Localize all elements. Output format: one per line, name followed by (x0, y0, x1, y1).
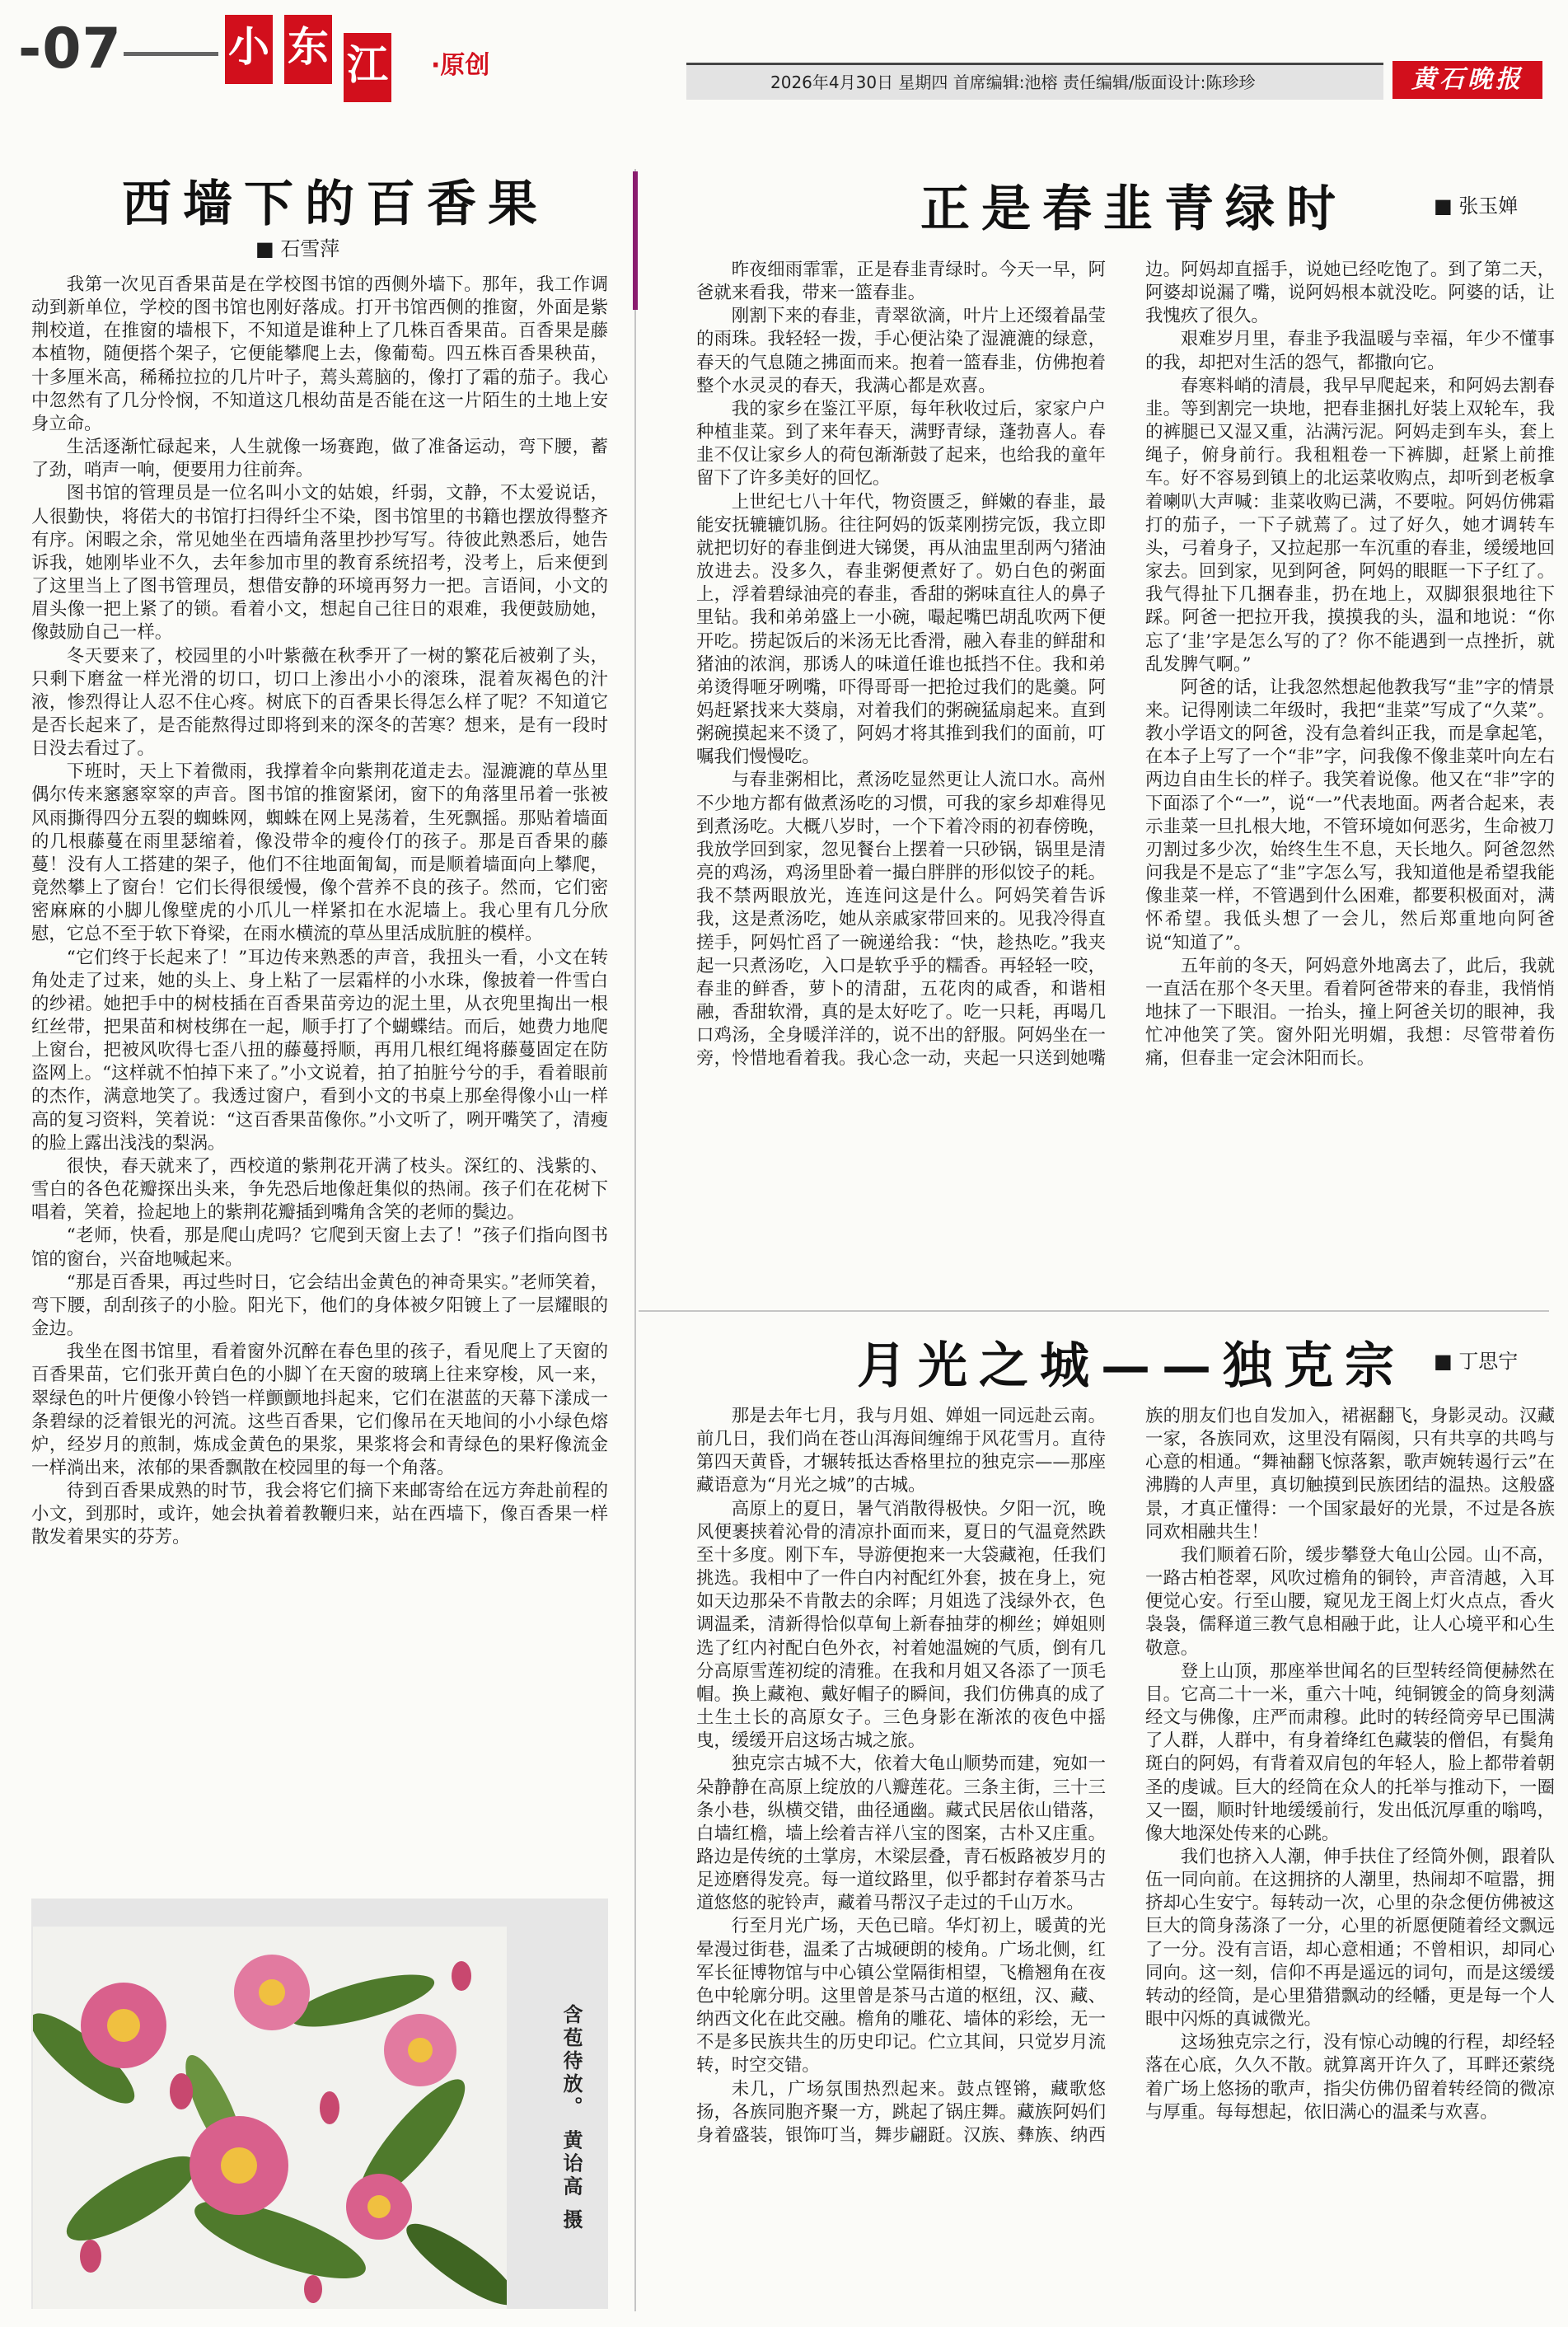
column-badge: ·原创 (431, 51, 490, 80)
photo-caption: 含苞待放。 黄诒高 摄 (559, 2004, 583, 2232)
masthead-logo: 黄石晚报 (1392, 61, 1542, 99)
article2-paragraph: 艰难岁月里，春韭予我温暖与幸福，年少不懂事的我，却把对生活的怨气，都撒向它。 (1145, 329, 1555, 373)
article2-paragraph: 与春韭粥相比，煮汤吃显然更让人流口水。高州不少地方都有做煮汤吃的习惯，可我的家乡却难得见到煮汤吃。大概八岁时，一个下着冷雨的初春傍晚，我放学回到家，忽见餐台上摆着一只砂锅，锅里是清亮的鸡汤，鸡汤里卧着一撮白胖胖的形似饺子的耗。我不禁两眼放光，连连问这是什么。阿妈笑着告诉我，这是煮汤吃，她从亲戚家带回来的。见我冷得直搓手，阿妈忙舀了一碗递给我：“快，趁热吃。”我夹起一只煮汤吃，入口是软乎乎的糯香。再轻轻一咬，春韭的鲜香，萝卜的清甜，五花肉的咸香，和谐相融，香甜软滑，真的是太好吃了。吃一只耗，再喝几口鸡汤，全身暖洋洋的，说不出的舒服。阿妈坐在一旁，怜惜地看着我。我心念一动，夹起一只送到她嘴边。阿妈却直摇手，说她已经吃饱了。到了第二天，阿婆却说漏了嘴，说阿妈根本就没吃。阿婆的话，让我愧疚了很久。 (696, 260, 1555, 1070)
page-number: -07 (18, 16, 122, 82)
article1-paragraph: 冬天要来了，校园里的小叶紫薇在秋季开了一树的繁花后被剃了头，只剩下磨盆一样光滑的切口，切口上渗出小小的滚珠，混着灰褐色的汁液，惨烈得让人忍不住心疼。树底下的百香果长得怎么样了呢？不知道它是否长起来了，是否能熬得过即将到来的深冬的苦寒？想来，是有一段时日没去看过了。 (31, 645, 608, 760)
article2-paragraph: 五年前的冬天，阿妈意外地离去了，此后，我就一直活在那个冬天里。看着阿爸带来的春韭，我悄悄地抹了一下眼泪。一抬头，撞上阿爸关切的眼神，我忙冲他笑了笑。窗外阳光明媚，我想：尽管带着伤痛，但春韭一定会沐阳而长。 (1145, 955, 1555, 1070)
article2-paragraph: 阿爸的话，让我忽然想起他教我写“韭”字的情景来。记得刚读二年级时，我把“韭菜”写成了“久菜”。教小学语文的阿爸，没有急着纠正我，而是拿起笔，在本子上写了一个“非”字，问我像不像韭菜叶向左右两边自由生长的样子。我笑着说像。他又在“非”字的下面添了个“一”，说“一”代表地面。两者合起来，表示韭菜一旦扎根大地，不管环境如何恶劣，生命被刀刃割过多少次，始终生生不息，天长地久。阿爸忽然问我是不是忘了“韭”字怎么写，我知道他是希望我能像韭菜一样，不管遇到什么困难，都要积极面对，满怀希望。我低头想了一会儿，然后郑重地向阿爸说“知道了”。 (1145, 677, 1555, 953)
article2-byline: ■ 张玉婵 (1434, 190, 1518, 218)
article3-paragraph: 我们也挤入人潮，伸手扶住了经筒外侧，跟着队伍一同向前。在这拥挤的人潮里，热闹却不喧嚣，拥挤却心生安宁。每转动一次，心里的杂念便仿佛被这巨大的筒身荡涤了一分，心里的祈愿便随着经文飘远了一分。没有言语，却心意相通；不曾相识，却同心同向。这一刻，信仰不再是遥远的词句，而是这缓缓转动的经筒，是心里猎猎飘动的经幡，更是每一个人眼中闪烁的真诚微光。 (1145, 1846, 1555, 2030)
article2-title: 正是春韭青绿时 (920, 180, 1347, 238)
article1-paragraph: 很快，春天就来了，西校道的紫荆花开满了枝头。深红的、浅紫的、雪白的各色花瓣探出头来，争先恐后地像赶集似的热闹。孩子们在花树下唱着，笑着，捡起地上的紫荆花瓣插到嘴角含笑的老师的鬓边。 (31, 1155, 608, 1224)
flower-photo (33, 1927, 507, 2309)
page-header (0, 0, 1568, 99)
article1-body (31, 274, 608, 1889)
column-char-1: 小 (225, 15, 273, 84)
issue-meta: 2026年4月30日 星期四 首席编辑:池榕 责任编辑/版面设计:陈珍珍 (770, 73, 1256, 92)
header-rule (124, 52, 218, 56)
article2-paragraph: 昨夜细雨霏霏，正是春韭青绿时。今天一早，阿爸就来看我，带来一篮春韭。 (696, 260, 1106, 304)
article3-body (696, 1405, 1555, 2311)
article3-paragraph: 我们顺着石阶，缓步攀登大龟山公园。山不高，一路古柏苍翠，风吹过檐角的铜铃，声音清越，入耳便觉心安。行至山腰，窥见龙王阁上灯火点点，香火袅袅，儒释道三教气息相融于此，让人心境平和心生敬意。 (1145, 1544, 1555, 1659)
section-divider (639, 1310, 1549, 1312)
article1-paragraph: 我第一次见百香果苗是在学校图书馆的西侧外墙下。那年，我工作调动到新单位，学校的图书馆也刚好落成。打开书馆西侧的推窗，外面是紫荆校道，在推窗的墙根下，不知道是谁种上了几株百香果苗。百香果是藤本植物，随便搭个架子，它便能攀爬上去，像葡萄。四五株百香果秧苗，十多厘米高，稀稀拉拉的几片叶子，蔫头蔫脑的，像打了霜的茄子。我心中忽然有了几分怜悯，不知道这几根幼苗是否能在这一片陌生的土地上安身立命。 (31, 274, 608, 434)
column-divider (634, 169, 636, 2311)
article1-paragraph: “它们终于长起来了！”耳边传来熟悉的声音，我扭头一看，小文在转角处走了过来，她的头上、身上粘了一层霜样的小水珠，像披着一件雪白的纱裙。她把手中的树枝插在百香果苗旁边的泥土里，从衣兜里掏出一根红丝带，把果苗和树枝绑在一起，顺手打了个蝴蝶结。而后，她费力地爬上窗台，把被风吹得七歪八扭的藤蔓捋顺，再用几根红绳将藤蔓固定在防盗网上。“这样就不怕掉下来了。”小文说着，拍了拍脏兮兮的手，看着眼前的杰作，满意地笑了。我透过窗户，看到小文的书桌上那垒得像小山一样高的复习资料，笑着说：“这百香果苗像你。”小文听了，咧开嘴笑了，清瘦的脸上露出浅浅的梨涡。 (31, 947, 608, 1154)
article2-paragraph: 上世纪七八十年代，物资匮乏，鲜嫩的春韭，最能安抚辘辘饥肠。往往阿妈的饭菜刚捞完饭，我立即就把切好的春韭倒进大锑煲，再从油盅里刮两勺猪油放进去。没多久，春韭粥便煮好了。奶白色的粥面上，浮着碧绿油亮的春韭，香甜的粥味直往人的鼻子里钻。我和弟弟盛上一小碗，嘬起嘴巴胡乱吹两下便开吃。捞起饭后的米汤无比香滑，融入春韭的鲜甜和猪油的浓润，那诱人的味道任谁也抵挡不住。我和弟弟烫得咂牙咧嘴，吓得哥哥一把抢过我们的匙羹。阿妈赶紧找来大葵扇，对着我们的粥碗猛扇起来。直到粥碗摸起来不烫了，阿妈才将其推到我们的面前，叮嘱我们慢慢吃。 (696, 491, 1106, 768)
article2-body (696, 259, 1555, 1309)
article2-paragraph: 刚割下来的春韭，青翠欲滴，叶片上还缀着晶莹的雨珠。我轻轻一拨，手心便沾染了湿漉漉的绿意，春天的气息随之拂面而来。抱着一篮春韭，仿佛抱着整个水灵灵的春天，我满心都是欢喜。 (696, 306, 1106, 396)
article3-paragraph: 这场独克宗之行，没有惊心动魄的行程，却经轻落在心底，久久不散。就算离开许久了，耳畔还萦绕着广场上悠扬的歌声，指尖仿佛仍留着转经筒的微凉与厚重。每每想起，依旧满心的温柔与欢喜。 (1145, 2032, 1555, 2123)
article1-paragraph: 待到百香果成熟的时节，我会将它们摘下来邮寄给在远方奔赴前程的小文，到那时，或许，她会执着着教鞭归来，站在西墙下，像百香果一样散发着果实的芬芳。 (31, 1481, 608, 1548)
article1-paragraph: 生活逐渐忙碌起来，人生就像一场赛跑，做了准备运动，弯下腰，蓄了劲，哨声一响，便要用力往前奔。 (31, 437, 608, 481)
article1-byline: ■ 石雪萍 (255, 232, 339, 261)
article1-paragraph: 我坐在图书馆里，看着窗外沉醉在春色里的孩子，看见爬上了天窗的百香果苗，它们张开黄白色的小脚丫在天窗的玻璃上往来穿梭，风一来，翠绿色的叶片便像小铃铛一样颤颤地抖起来，它们在湛蓝的天幕下漾成一条碧绿的泛着银光的河流。这些百香果，它们像吊在天地间的小小绿色熔炉，经岁月的煎制，炼成金黄色的果浆，果浆将会和青绿色的果籽像流金一样淌出来，浓郁的果香飘散在校园里的每一个角落。 (31, 1341, 608, 1478)
article3-paragraph: 行至月光广场，天色已暗。华灯初上，暖黄的光晕漫过街巷，温柔了古城硬朗的棱角。广场北侧，红军长征博物馆与中心镇公堂隔街相望，飞檐翘角在夜色中轮廓分明。这里曾是茶马古道的枢纽，汉、藏、纳西文化在此交融。檐角的雕花、墙体的彩绘，无一不是多民族共生的历史印记。伫立其间，只觉岁月流转，时空交错。 (696, 1916, 1106, 2077)
article3-paragraph: 那是去年七月，我与月姐、婵姐一同远赴云南。前几日，我们尚在苍山洱海间缠绵于风花雪月。直待第四天黄昏，才辗转抵达香格里拉的独克宗——那座藏语意为“月光之城”的古城。 (696, 1406, 1106, 1496)
article2-paragraph: 春寒料峭的清晨，我早早爬起来，和阿妈去割春韭。等到割完一块地，把春韭捆扎好装上双轮车，我的裤腿已又湿又重，沾满污泥。阿妈走到车头，套上绳子，俯身前行。我租粗卷一下裤脚，赶紧上前推车。好不容易到镇上的北运菜收购点，却听到老板拿着喇叭大声喊：韭菜收购已满，不要啦。阿妈仿佛霜打的茄子，一下子就蔫了。过了好久，她才调转车头，弓着身子，又拉起那一车沉重的春韭，缓缓地回家去。回到家，见到阿爸，阿妈的眼眶一下子红了。我气得扯下几捆春韭，扔在地上，双脚狠狠地往下踩。阿爸一把拉开我，摸摸我的头，温和地说：“你忘了‘韭’字是怎么写的了？你不能遇到一点挫折，就乱发脾气啊。” (1145, 375, 1555, 675)
article3-paragraph: 登上山顶，那座举世闻名的巨型转经筒便赫然在目。它高二十一米，重六十吨，纯铜镀金的筒身刻满经文与佛像，庄严而肃穆。此时的转经筒旁早已围满了人群，人群中，有身着绛红色藏装的僧侣，有鬓角斑白的阿妈，有背着双肩包的年轻人，脸上都带着朝圣的虔诚。巨大的经筒在众人的托举与推动下，一圈又一圈，顺时针地缓缓前行，发出低沉厚重的嗡鸣，像大地深处传来的心跳。 (1145, 1660, 1555, 1844)
article1-paragraph: 图书馆的管理员是一位名叫小文的姑娘，纤弱，文静，不太爱说话，人很勤快，将偌大的书馆打扫得纤尘不染，图书馆里的书籍也摆放得整齐有序。闲暇之余，常见她坐在西墙角落里抄抄写写。待彼此熟悉后，她告诉我，她刚毕业不久，去年参加市里的教育系统招考，没考上，后来便到了这里当上了图书管理员，想借安静的环境再努力一把。言语间，小文的眉头像一把上紧了的锁。看着小文，想起自己往日的艰难，我便鼓励她，像鼓励自己一样。 (31, 483, 608, 644)
column-char-3: 江 (344, 33, 391, 102)
article2-paragraph: 我的家乡在鉴江平原，每年秋收过后，家家户户种植韭菜。到了来年春天，满野青绿，蓬勃喜人。春韭不仅让家乡人的荷包渐渐鼓了起来，也给我的童年留下了许多美好的回忆。 (696, 398, 1106, 489)
article3-byline: ■ 丁思宁 (1434, 1345, 1518, 1374)
article3-paragraph: 高原上的夏日，暑气消散得极快。夕阳一沉，晚风便裹挟着沁骨的清凉扑面而来，夏日的气温竟然跌至十多度。刚下车，导游便抱来一大袋藏袍，任我们挑选。我相中了一件白内衬配红外套，披在身上，宛如天边那朵不肯散去的余晖；月姐选了浅绿外衣，色调温柔，清新得恰似草甸上新春抽芽的柳丝；婵姐则选了红内衬配白色外衣，衬着她温婉的气质，倒有几分高原雪莲初绽的清雅。在我和月姐又各添了一顶毛帽。换上藏袍、戴好帽子的瞬间，我们仿佛真的成了土生土长的高原女子。三色身影在渐浓的夜色中摇曳，缓缓开启这场古城之旅。 (696, 1498, 1106, 1752)
article1-paragraph: 下班时，天上下着微雨，我撑着伞向紫荆花道走去。湿漉漉的草丛里偶尔传来窸窸窣窣的声音。图书馆的推窗紧闭，窗下的角落里吊着一张被风雨撕得四分五裂的蜘蛛网，蜘蛛在网上晃荡着，生死飘摇。那贴着墙面的几根藤蔓在雨里瑟缩着，像没带伞的瘦伶仃的孩子。那是百香果的藤蔓！没有人工搭建的架子，他们不往地面匍匐，而是顺着墙面向上攀爬，竟然攀上了窗台！它们长得很缓慢，像个营养不良的孩子。然而，它们密密麻麻的小脚儿像壁虎的小爪儿一样紧扣在水泥墙上。我心里有几分欣慰，它总不至于软下脊梁，在雨水横流的草丛里活成肮脏的模样。 (31, 761, 608, 945)
column-divider-accent (633, 171, 638, 310)
article1-title: 西墙下的百香果 (122, 176, 549, 233)
article1-paragraph: “那是百香果，再过些时日，它会结出金黄色的神奇果实。”老师笑着，弯下腰，刮刮孩子的小脸。阳光下，他们的身体被夕阳镀上了一层耀眼的金边。 (31, 1271, 608, 1340)
article3-paragraph: 未几，广场氛围热烈起来。鼓点铿锵，藏歌悠扬，各族同胞齐聚一方，跳起了锅庄舞。藏族阿妈们身着盛装，银饰叮当，舞步翩跹。汉族、彝族、纳西族的朋友们也自发加入，裙裾翻飞，身影灵动。汉藏一家，各族同欢，这里没有隔阂，只有共享的共鸣与心意的相通。“舞袖翻飞惊落絮，歌声婉转遏行云”在沸腾的人声里，真切触摸到民族团结的温热。这般盛景，才真正懂得：一个国家最好的光景，不过是各族同欢相融共生！ (696, 1406, 1555, 2146)
column-char-2: 东 (284, 15, 332, 84)
article1-paragraph: “老师，快看，那是爬山虎吗？它爬到天窗上去了！”孩子们指向图书馆的窗台，兴奋地喊起来。 (31, 1225, 608, 1270)
article3-title: 月光之城——独克宗 (857, 1337, 1406, 1395)
article3-paragraph: 独克宗古城不大，依着大龟山顺势而建，宛如一朵静静在高原上绽放的八瓣莲花。三条主街，三十三条小巷，纵横交错，曲径通幽。藏式民居依山错落，白墙红檐，墙上绘着吉祥八宝的图案，古朴又庄重。路边是传统的土掌房，木梁层叠，青石板路被岁月的足迹磨得发亮。每一道纹路里，似乎都封存着茶马古道悠悠的驼铃声，藏着马帮汉子走过的千山万水。 (696, 1753, 1106, 1914)
